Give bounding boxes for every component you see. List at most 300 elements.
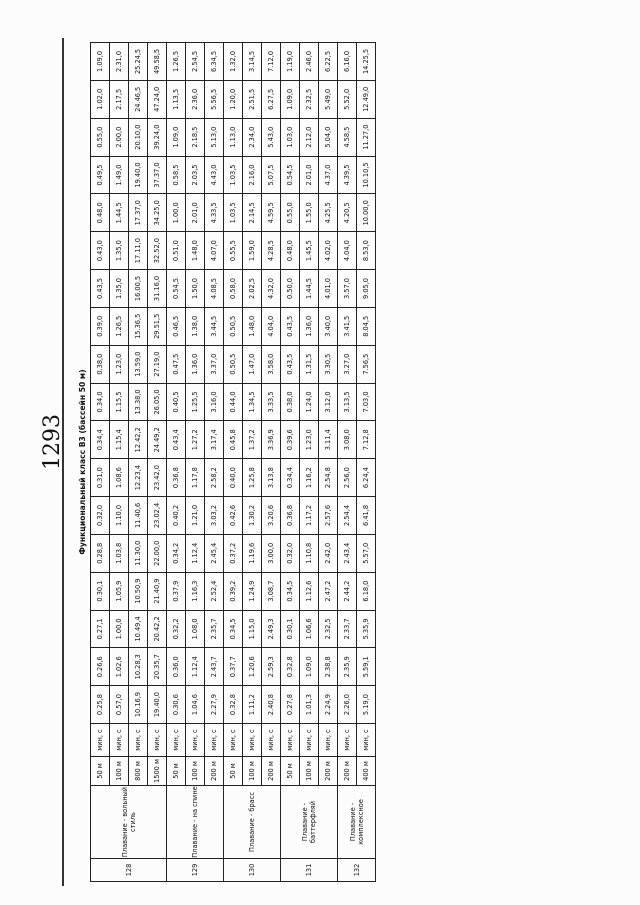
value-cell: 4.33,5: [205, 194, 224, 232]
value-cell: 4.32,0: [262, 270, 281, 308]
table-row: [167, 43, 186, 882]
value-cell: 2.56,0: [338, 459, 357, 497]
value-cell: 1.26,5: [110, 307, 129, 345]
value-cell: 0.38,0: [91, 345, 110, 383]
value-cell: 3.27,0: [338, 345, 357, 383]
value-cell: 1.30,2: [243, 497, 262, 535]
value-cell: 1.16,3: [186, 572, 205, 610]
value-cell: 14.25,5: [357, 43, 376, 81]
table-row: [224, 43, 243, 882]
value-cell: 5.43,0: [262, 118, 281, 156]
value-cell: 1.09,0: [300, 648, 319, 686]
value-cell: 1.26,5: [167, 43, 186, 81]
value-cell: 0.36,0: [167, 648, 186, 686]
value-cell: 2.44,2: [338, 572, 357, 610]
table-row: [338, 43, 357, 882]
value-cell: 0.37,7: [224, 648, 243, 686]
value-cell: 3.20,6: [262, 497, 281, 535]
value-cell: 23.02,4: [148, 497, 167, 535]
value-cell: 1.50,0: [186, 270, 205, 308]
value-cell: 1.49,0: [110, 156, 129, 194]
value-cell: 8.53,0: [357, 232, 376, 270]
value-cell: 19.40,0: [148, 686, 167, 724]
unit-cell: мин, с: [224, 724, 243, 757]
value-cell: 0.32,0: [281, 534, 300, 572]
value-cell: 19.40,0: [129, 156, 148, 194]
distance-cell: 200 м: [319, 757, 338, 786]
value-cell: 1.01,3: [300, 686, 319, 724]
value-cell: 2.00,0: [110, 118, 129, 156]
value-cell: 3.41,5: [338, 307, 357, 345]
value-cell: 32.52,0: [148, 232, 167, 270]
value-cell: 0.28,8: [91, 534, 110, 572]
value-cell: 4.20,5: [338, 194, 357, 232]
value-cell: 0.43,0: [91, 232, 110, 270]
value-cell: 2.51,5: [243, 80, 262, 118]
table-row: [110, 43, 129, 882]
value-cell: 1.21,0: [186, 497, 205, 535]
value-cell: 3.36,9: [262, 421, 281, 459]
value-cell: 2.43,4: [338, 534, 357, 572]
value-cell: 10.28,3: [129, 648, 148, 686]
value-cell: 1.19,0: [281, 43, 300, 81]
value-cell: 1.31,5: [300, 345, 319, 383]
value-cell: 6.24,4: [357, 459, 376, 497]
value-cell: 0.44,0: [224, 383, 243, 421]
value-cell: 1.13,0: [224, 118, 243, 156]
distance-cell: 200 м: [262, 757, 281, 786]
table-row: [243, 43, 262, 882]
value-cell: 1.47,0: [243, 345, 262, 383]
value-cell: 0.30,6: [167, 686, 186, 724]
value-cell: 1.44,5: [300, 270, 319, 308]
value-cell: 10.10,5: [357, 156, 376, 194]
page-number: 1293: [40, 414, 65, 470]
value-cell: 0.58,5: [167, 156, 186, 194]
value-cell: 0.34,4: [91, 421, 110, 459]
value-cell: 0.32,0: [91, 497, 110, 535]
value-cell: 20.35,7: [148, 648, 167, 686]
unit-cell: мин, с: [357, 724, 376, 757]
value-cell: 0.49,5: [91, 156, 110, 194]
discipline-number: 128: [91, 859, 167, 882]
value-cell: 31.16,0: [148, 270, 167, 308]
value-cell: 1.09,0: [281, 80, 300, 118]
value-cell: 0.30,1: [91, 572, 110, 610]
value-cell: 1.12,6: [300, 572, 319, 610]
rotated-table-block: [76, 42, 416, 882]
value-cell: 1.10,8: [300, 534, 319, 572]
value-cell: 6.41,8: [357, 497, 376, 535]
value-cell: 0.40,0: [224, 459, 243, 497]
value-cell: 2.49,3: [262, 610, 281, 648]
value-cell: 0.34,5: [281, 572, 300, 610]
value-cell: 3.57,0: [338, 270, 357, 308]
value-cell: 1.15,4: [110, 421, 129, 459]
value-cell: 1.25,5: [186, 383, 205, 421]
value-cell: 1.12,4: [186, 534, 205, 572]
value-cell: 1.38,0: [186, 307, 205, 345]
value-cell: 1.48,0: [243, 307, 262, 345]
value-cell: 2.01,0: [186, 194, 205, 232]
value-cell: 3.30,5: [319, 345, 338, 383]
value-cell: 1.03,0: [281, 118, 300, 156]
value-cell: 1.03,5: [224, 156, 243, 194]
value-cell: 3.14,5: [243, 43, 262, 81]
value-cell: 2.24,9: [319, 686, 338, 724]
value-cell: 1.19,6: [243, 534, 262, 572]
value-cell: 5.04,0: [319, 118, 338, 156]
value-cell: 1.36,0: [186, 345, 205, 383]
value-cell: 4.39,5: [338, 156, 357, 194]
value-cell: 3.13,5: [338, 383, 357, 421]
value-cell: 2.45,4: [205, 534, 224, 572]
value-cell: 0.40,2: [167, 497, 186, 535]
value-cell: 2.54,8: [319, 459, 338, 497]
distance-cell: 1500 м: [148, 757, 167, 786]
value-cell: 1.11,2: [243, 686, 262, 724]
value-cell: 0.54,5: [281, 156, 300, 194]
value-cell: 2.34,0: [243, 118, 262, 156]
value-cell: 2.31,0: [110, 43, 129, 81]
unit-cell: мин, с: [110, 724, 129, 757]
distance-cell: 400 м: [357, 757, 376, 786]
value-cell: 0.30,1: [281, 610, 300, 648]
value-cell: 0.55,0: [91, 118, 110, 156]
value-cell: 6.34,5: [205, 43, 224, 81]
value-cell: 2.03,5: [186, 156, 205, 194]
value-cell: 1.05,9: [110, 572, 129, 610]
value-cell: 10.00,0: [357, 194, 376, 232]
value-cell: 21.40,9: [148, 572, 167, 610]
value-cell: 0.51,0: [167, 232, 186, 270]
value-cell: 2.16,0: [243, 156, 262, 194]
value-cell: 5.13,0: [205, 118, 224, 156]
table-row: [129, 43, 148, 882]
table-row: [357, 43, 376, 882]
value-cell: 2.12,0: [300, 118, 319, 156]
value-cell: 4.04,0: [262, 307, 281, 345]
value-cell: 15.36,5: [129, 307, 148, 345]
value-cell: 1.32,0: [224, 43, 243, 81]
value-cell: 17.11,0: [129, 232, 148, 270]
value-cell: 22.00,0: [148, 534, 167, 572]
value-cell: 1.08,0: [186, 610, 205, 648]
value-cell: 1.25,8: [243, 459, 262, 497]
value-cell: 0.50,0: [281, 270, 300, 308]
value-cell: 0.47,5: [167, 345, 186, 383]
value-cell: 0.46,5: [167, 307, 186, 345]
value-cell: 2.36,0: [186, 80, 205, 118]
value-cell: 0.54,5: [167, 270, 186, 308]
value-cell: 12.23,4: [129, 459, 148, 497]
value-cell: 2.46,0: [300, 43, 319, 81]
value-cell: 0.36,8: [281, 497, 300, 535]
value-cell: 1.27,2: [186, 421, 205, 459]
value-cell: 0.32,2: [167, 610, 186, 648]
value-cell: 8.04,5: [357, 307, 376, 345]
value-cell: 4.43,0: [205, 156, 224, 194]
discipline-number: 131: [281, 859, 338, 882]
value-cell: 1.09,0: [91, 43, 110, 81]
value-cell: 24.49,2: [148, 421, 167, 459]
value-cell: 3.44,5: [205, 307, 224, 345]
value-cell: 0.43,5: [91, 270, 110, 308]
value-cell: 7.56,5: [357, 345, 376, 383]
value-cell: 26.05,0: [148, 383, 167, 421]
value-cell: 1.16,2: [300, 459, 319, 497]
value-cell: 47.24,0: [148, 80, 167, 118]
value-cell: 4.59,5: [262, 194, 281, 232]
value-cell: 1.48,0: [186, 232, 205, 270]
value-cell: 1.08,6: [110, 459, 129, 497]
value-cell: 2.35,7: [205, 610, 224, 648]
value-cell: 12.49,0: [357, 80, 376, 118]
value-cell: 1.09,0: [167, 118, 186, 156]
value-cell: 5.56,5: [205, 80, 224, 118]
distance-cell: 100 м: [186, 757, 205, 786]
distance-cell: 50 м: [91, 757, 110, 786]
value-cell: 49.58,5: [148, 43, 167, 81]
value-cell: 0.43,4: [167, 421, 186, 459]
value-cell: 5.59,1: [357, 648, 376, 686]
table-row: [186, 43, 205, 882]
discipline-name: Плавание - на спине: [167, 786, 224, 859]
value-cell: 0.55,5: [224, 232, 243, 270]
discipline-name: Плавание - вольный стиль: [91, 786, 167, 859]
unit-cell: мин, с: [129, 724, 148, 757]
value-cell: 0.57,0: [110, 686, 129, 724]
value-cell: 2.33,7: [338, 610, 357, 648]
discipline-name: Плавание - брасс: [224, 786, 281, 859]
value-cell: 25.24,5: [129, 43, 148, 81]
value-cell: 0.26,6: [91, 648, 110, 686]
distance-cell: 100 м: [300, 757, 319, 786]
value-cell: 1.37,2: [243, 421, 262, 459]
value-cell: 11.40,6: [129, 497, 148, 535]
value-cell: 0.39,0: [91, 307, 110, 345]
value-cell: 1.17,2: [300, 497, 319, 535]
distance-cell: 800 м: [129, 757, 148, 786]
value-cell: 1.20,0: [224, 80, 243, 118]
unit-cell: мин, с: [319, 724, 338, 757]
table-row: [300, 43, 319, 882]
value-cell: 1.55,0: [300, 194, 319, 232]
value-cell: 0.27,1: [91, 610, 110, 648]
value-cell: 1.24,0: [300, 383, 319, 421]
value-cell: 1.23,0: [110, 345, 129, 383]
value-cell: 4.58,5: [338, 118, 357, 156]
value-cell: 1.59,0: [243, 232, 262, 270]
value-cell: 4.37,0: [319, 156, 338, 194]
value-cell: 0.25,8: [91, 686, 110, 724]
value-cell: 7.03,0: [357, 383, 376, 421]
value-cell: 0.40,5: [167, 383, 186, 421]
value-cell: 4.08,5: [205, 270, 224, 308]
unit-cell: мин, с: [262, 724, 281, 757]
value-cell: 29.51,5: [148, 307, 167, 345]
distance-cell: 50 м: [167, 757, 186, 786]
value-cell: 0.37,9: [167, 572, 186, 610]
value-cell: 5.52,0: [338, 80, 357, 118]
value-cell: 2.43,7: [205, 648, 224, 686]
value-cell: 6.27,5: [262, 80, 281, 118]
discipline-number: 132: [338, 859, 376, 882]
unit-cell: мин, с: [300, 724, 319, 757]
discipline-name: Плавание - комплексное: [338, 786, 376, 859]
discipline-number: 130: [224, 859, 281, 882]
value-cell: 17.37,0: [129, 194, 148, 232]
value-cell: 5.57,0: [357, 534, 376, 572]
value-cell: 1.04,6: [186, 686, 205, 724]
value-cell: 20.42,2: [148, 610, 167, 648]
value-cell: 4.01,0: [319, 270, 338, 308]
value-cell: 2.17,5: [110, 80, 129, 118]
value-cell: 1.03,8: [110, 534, 129, 572]
discipline-name: Плавание - баттерфляй: [281, 786, 338, 859]
table-row: [148, 43, 167, 882]
value-cell: 1.00,0: [167, 194, 186, 232]
value-cell: 0.39,6: [281, 421, 300, 459]
value-cell: 0.45,8: [224, 421, 243, 459]
value-cell: 1.44,5: [110, 194, 129, 232]
value-cell: 3.03,2: [205, 497, 224, 535]
distance-cell: 100 м: [243, 757, 262, 786]
value-cell: 1.03,5: [224, 194, 243, 232]
value-cell: 0.50,5: [224, 345, 243, 383]
value-cell: 2.32,5: [300, 80, 319, 118]
unit-cell: мин, с: [148, 724, 167, 757]
value-cell: 0.32,8: [224, 686, 243, 724]
value-cell: 1.36,0: [300, 307, 319, 345]
value-cell: 4.04,0: [338, 232, 357, 270]
value-cell: 3.33,5: [262, 383, 281, 421]
value-cell: 34.25,0: [148, 194, 167, 232]
distance-cell: 200 м: [205, 757, 224, 786]
value-cell: 12.42,2: [129, 421, 148, 459]
value-cell: 1.06,6: [300, 610, 319, 648]
value-cell: 4.07,0: [205, 232, 224, 270]
value-cell: 6.22,5: [319, 43, 338, 81]
value-cell: 1.35,0: [110, 270, 129, 308]
value-cell: 1.24,9: [243, 572, 262, 610]
value-cell: 2.38,8: [319, 648, 338, 686]
distance-cell: 50 м: [224, 757, 243, 786]
value-cell: 0.43,5: [281, 345, 300, 383]
unit-cell: мин, с: [167, 724, 186, 757]
value-cell: 3.00,0: [262, 534, 281, 572]
table-row: [205, 43, 224, 882]
value-cell: 16.00,5: [129, 270, 148, 308]
table-row: [319, 43, 338, 882]
value-cell: 2.59,3: [262, 648, 281, 686]
value-cell: 0.42,6: [224, 497, 243, 535]
value-cell: 5.49,0: [319, 80, 338, 118]
distance-cell: 50 м: [281, 757, 300, 786]
value-cell: 2.57,6: [319, 497, 338, 535]
value-cell: 1.17,8: [186, 459, 205, 497]
value-cell: 3.37,0: [205, 345, 224, 383]
value-cell: 0.37,2: [224, 534, 243, 572]
value-cell: 2.47,2: [319, 572, 338, 610]
value-cell: 2.54,4: [338, 497, 357, 535]
value-cell: 2.01,0: [300, 156, 319, 194]
value-cell: 0.39,2: [224, 572, 243, 610]
value-cell: 23.42,0: [148, 459, 167, 497]
value-cell: 2.02,5: [243, 270, 262, 308]
value-cell: 10.50,9: [129, 572, 148, 610]
unit-cell: мин, с: [338, 724, 357, 757]
value-cell: 3.16,0: [205, 383, 224, 421]
value-cell: 3.08,7: [262, 572, 281, 610]
value-cell: 10.16,9: [129, 686, 148, 724]
value-cell: 3.40,0: [319, 307, 338, 345]
value-cell: 2.35,9: [338, 648, 357, 686]
value-cell: 2.42,0: [319, 534, 338, 572]
value-cell: 5.35,9: [357, 610, 376, 648]
value-cell: 2.18,5: [186, 118, 205, 156]
value-cell: 0.34,0: [91, 383, 110, 421]
value-cell: 10.49,4: [129, 610, 148, 648]
value-cell: 7.12,8: [357, 421, 376, 459]
value-cell: 1.20,6: [243, 648, 262, 686]
value-cell: 2.14,5: [243, 194, 262, 232]
value-cell: 0.55,0: [281, 194, 300, 232]
value-cell: 3.12,0: [319, 383, 338, 421]
value-cell: 0.48,0: [91, 194, 110, 232]
value-cell: 2.26,0: [338, 686, 357, 724]
table-row: [91, 43, 110, 882]
value-cell: 3.17,4: [205, 421, 224, 459]
value-cell: 0.36,8: [167, 459, 186, 497]
value-cell: 39.24,0: [148, 118, 167, 156]
value-cell: 5.07,5: [262, 156, 281, 194]
value-cell: 11.30,0: [129, 534, 148, 572]
value-cell: 13.59,0: [129, 345, 148, 383]
value-cell: 9.05,0: [357, 270, 376, 308]
value-cell: 1.34,5: [243, 383, 262, 421]
value-cell: 2.54,5: [186, 43, 205, 81]
value-cell: 1.10,0: [110, 497, 129, 535]
value-cell: 2.27,9: [205, 686, 224, 724]
table-row: [281, 43, 300, 882]
value-cell: 0.43,5: [281, 307, 300, 345]
value-cell: 1.23,0: [300, 421, 319, 459]
table-header: Функциональный класс В3 (бассейн 50 м): [78, 369, 87, 555]
value-cell: 2.40,8: [262, 686, 281, 724]
table-row: [262, 43, 281, 882]
value-cell: 4.25,5: [319, 194, 338, 232]
value-cell: 20.10,0: [129, 118, 148, 156]
value-cell: 1.35,0: [110, 232, 129, 270]
value-cell: 0.58,0: [224, 270, 243, 308]
value-cell: 1.02,6: [110, 648, 129, 686]
value-cell: 1.15,0: [243, 610, 262, 648]
unit-cell: мин, с: [205, 724, 224, 757]
value-cell: 0.31,0: [91, 459, 110, 497]
value-cell: 0.34,2: [167, 534, 186, 572]
value-cell: 6.16,0: [338, 43, 357, 81]
value-cell: 13.38,0: [129, 383, 148, 421]
unit-cell: мин, с: [91, 724, 110, 757]
value-cell: 0.32,8: [281, 648, 300, 686]
value-cell: 4.28,5: [262, 232, 281, 270]
standards-table: [90, 42, 376, 882]
value-cell: 37.37,0: [148, 156, 167, 194]
value-cell: 2.58,2: [205, 459, 224, 497]
value-cell: 1.00,0: [110, 610, 129, 648]
value-cell: 1.12,4: [186, 648, 205, 686]
